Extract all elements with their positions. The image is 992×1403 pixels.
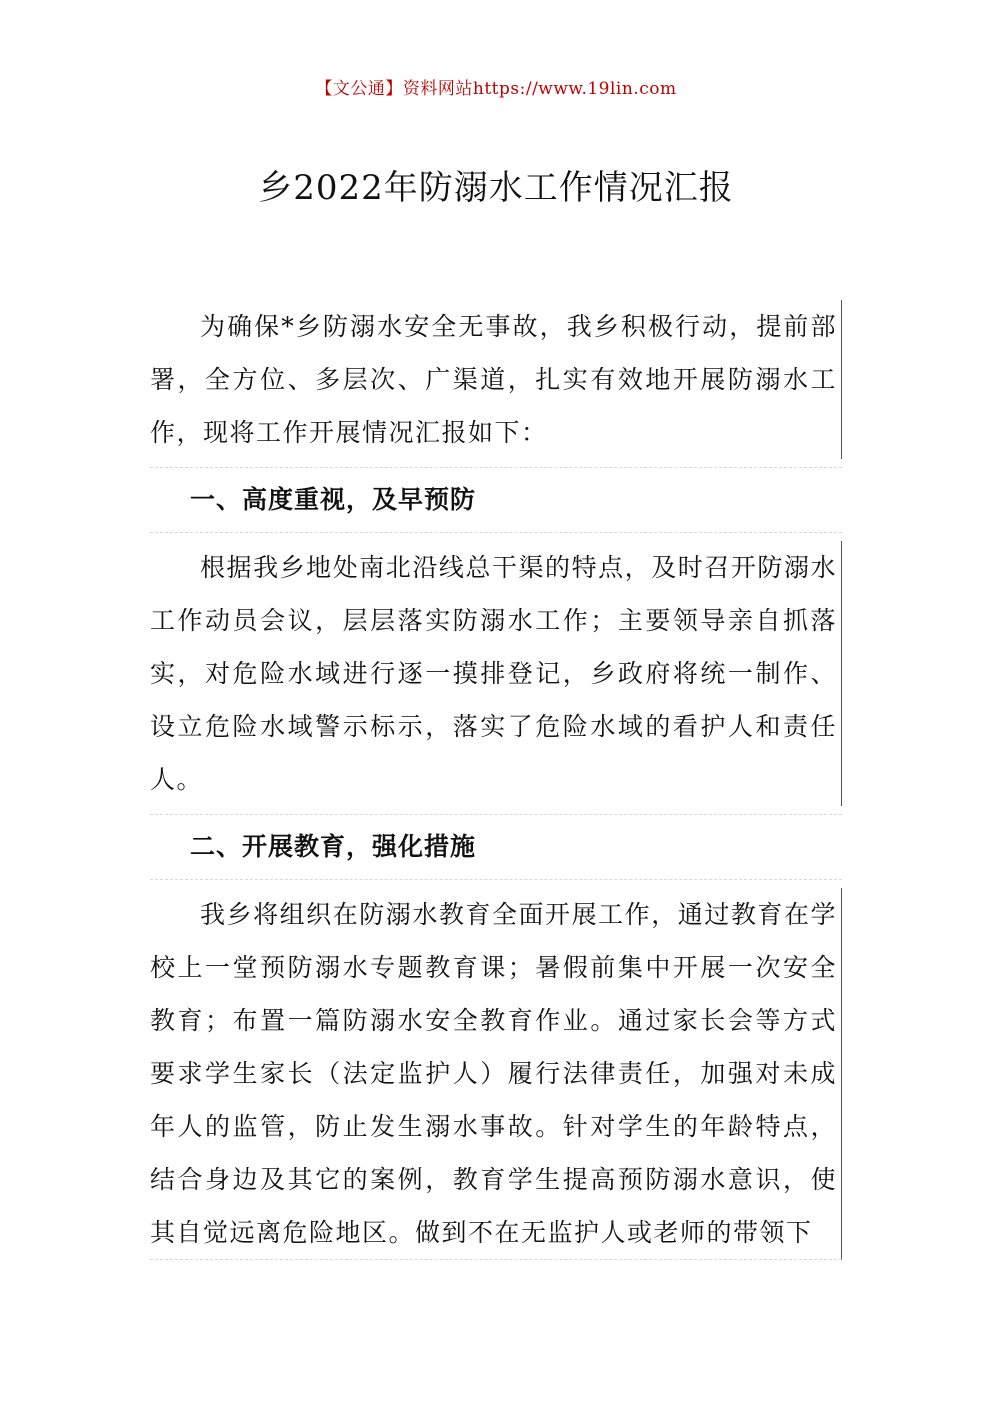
document-title: 乡2022年防溺水工作情况汇报 <box>258 168 734 208</box>
section-heading-2: 二、开展教育，强化措施 <box>150 814 842 880</box>
section-heading-1: 一、高度重视，及早预防 <box>150 467 842 533</box>
intro-paragraph: 为确保*乡防溺水安全无事故，我乡积极行动，提前部署，全方位、多层次、广渠道，扎实有效地开展防溺水工作，现将工作开展情况汇报如下： <box>150 300 842 459</box>
section-1-paragraph: 根据我乡地处南北沿线总干渠的特点，及时召开防溺水工作动员会议，层层落实防溺水工作；主要领导亲自抓落实，对危险水域进行逐一摸排登记，乡政府将统一制作、设立危险水域警示标示，落实了危险水域的看护人和责任人。 <box>150 541 842 806</box>
document-body <box>150 300 842 1260</box>
section-2-paragraph: 我乡将组织在防溺水教育全面开展工作，通过教育在学校上一堂预防溺水专题教育课；暑假前集中开展一次安全教育；布置一篇防溺水安全教育作业。通过家长会等方式要求学生家长（法定监护人）履行法律责任，加强对未成年人的监管，防止发生溺水事故。针对学生的年龄特点，结合身边及其它的案例，教育学生提高预防溺水意识，使其自觉远离危险地区。做到不在无监护人或老师的带领下 <box>150 888 842 1260</box>
site-header: 【文公通】资料网站https://www.19lin.com <box>315 79 677 99</box>
